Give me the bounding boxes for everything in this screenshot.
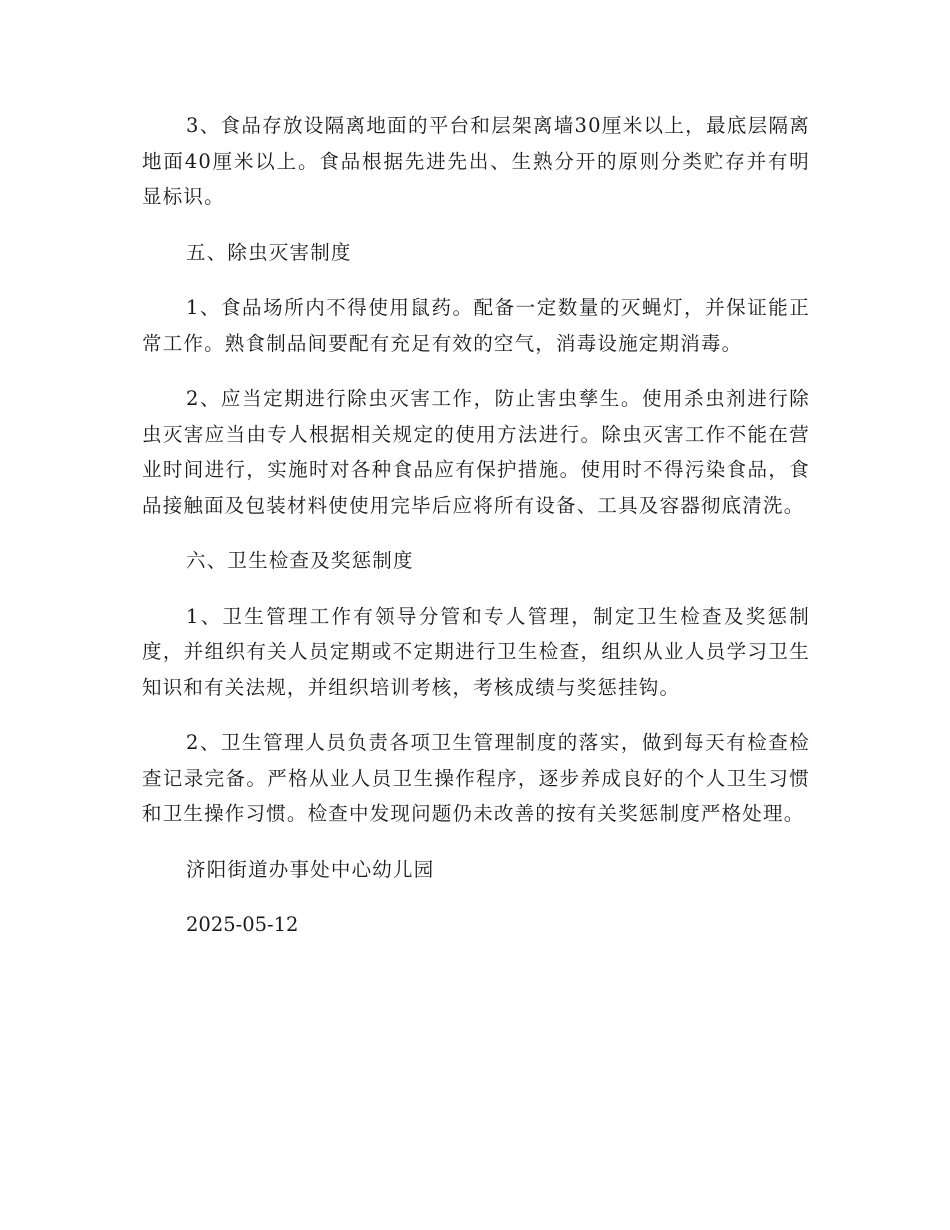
paragraph-pest-control-1: 1、食品场所内不得使用鼠药。配备一定数量的灭蝇灯，并保证能正常工作。熟食制品间要配有充足有效的空气，消毒设施定期消毒。 bbox=[142, 296, 810, 355]
document-page bbox=[142, 108, 810, 943]
paragraph-hygiene-inspection-1: 1、卫生管理工作有领导分管和专人管理，制定卫生检查及奖惩制度，并组织有关人员定期或不定期进行卫生检查，组织从业人员学习卫生知识和有关法规，并组织培训考核，考核成绩与奖惩挂钩。 bbox=[142, 604, 810, 699]
section-heading-hygiene-inspection: 六、卫生检查及奖惩制度 bbox=[186, 549, 414, 572]
paragraph-pest-control-2: 2、应当定期进行除虫灭害工作，防止害虫孳生。使用杀虫剂进行除虫灭害应当由专人根据相关规定的使用方法进行。除虫灭害工作不能在营业时间进行，实施时对各种食品应有保护措施。使用时不得污染食品，食品接触面及包装材料使使用完毕后应将所有设备、工具及容器彻底清洗。 bbox=[142, 387, 810, 517]
signature-date: 2025-05-12 bbox=[186, 913, 299, 936]
paragraph-hygiene-inspection-2: 2、卫生管理人员负责各项卫生管理制度的落实，做到每天有检查检查记录完备。严格从业人员卫生操作程序，逐步养成良好的个人卫生习惯和卫生操作习惯。检查中发现问题仍未改善的按有关奖惩制度严格处理。 bbox=[142, 731, 810, 825]
section-heading-pest-control: 五、除虫灭害制度 bbox=[186, 240, 352, 264]
paragraph-storage-rule: 3、食品存放设隔离地面的平台和层架离墙30厘米以上，最底层隔离地面40厘米以上。食品根据先进先出、生熟分开的原则分类贮存并有明显标识。 bbox=[142, 114, 810, 208]
signature-organization: 济阳街道办事处中心幼儿园 bbox=[186, 857, 435, 881]
